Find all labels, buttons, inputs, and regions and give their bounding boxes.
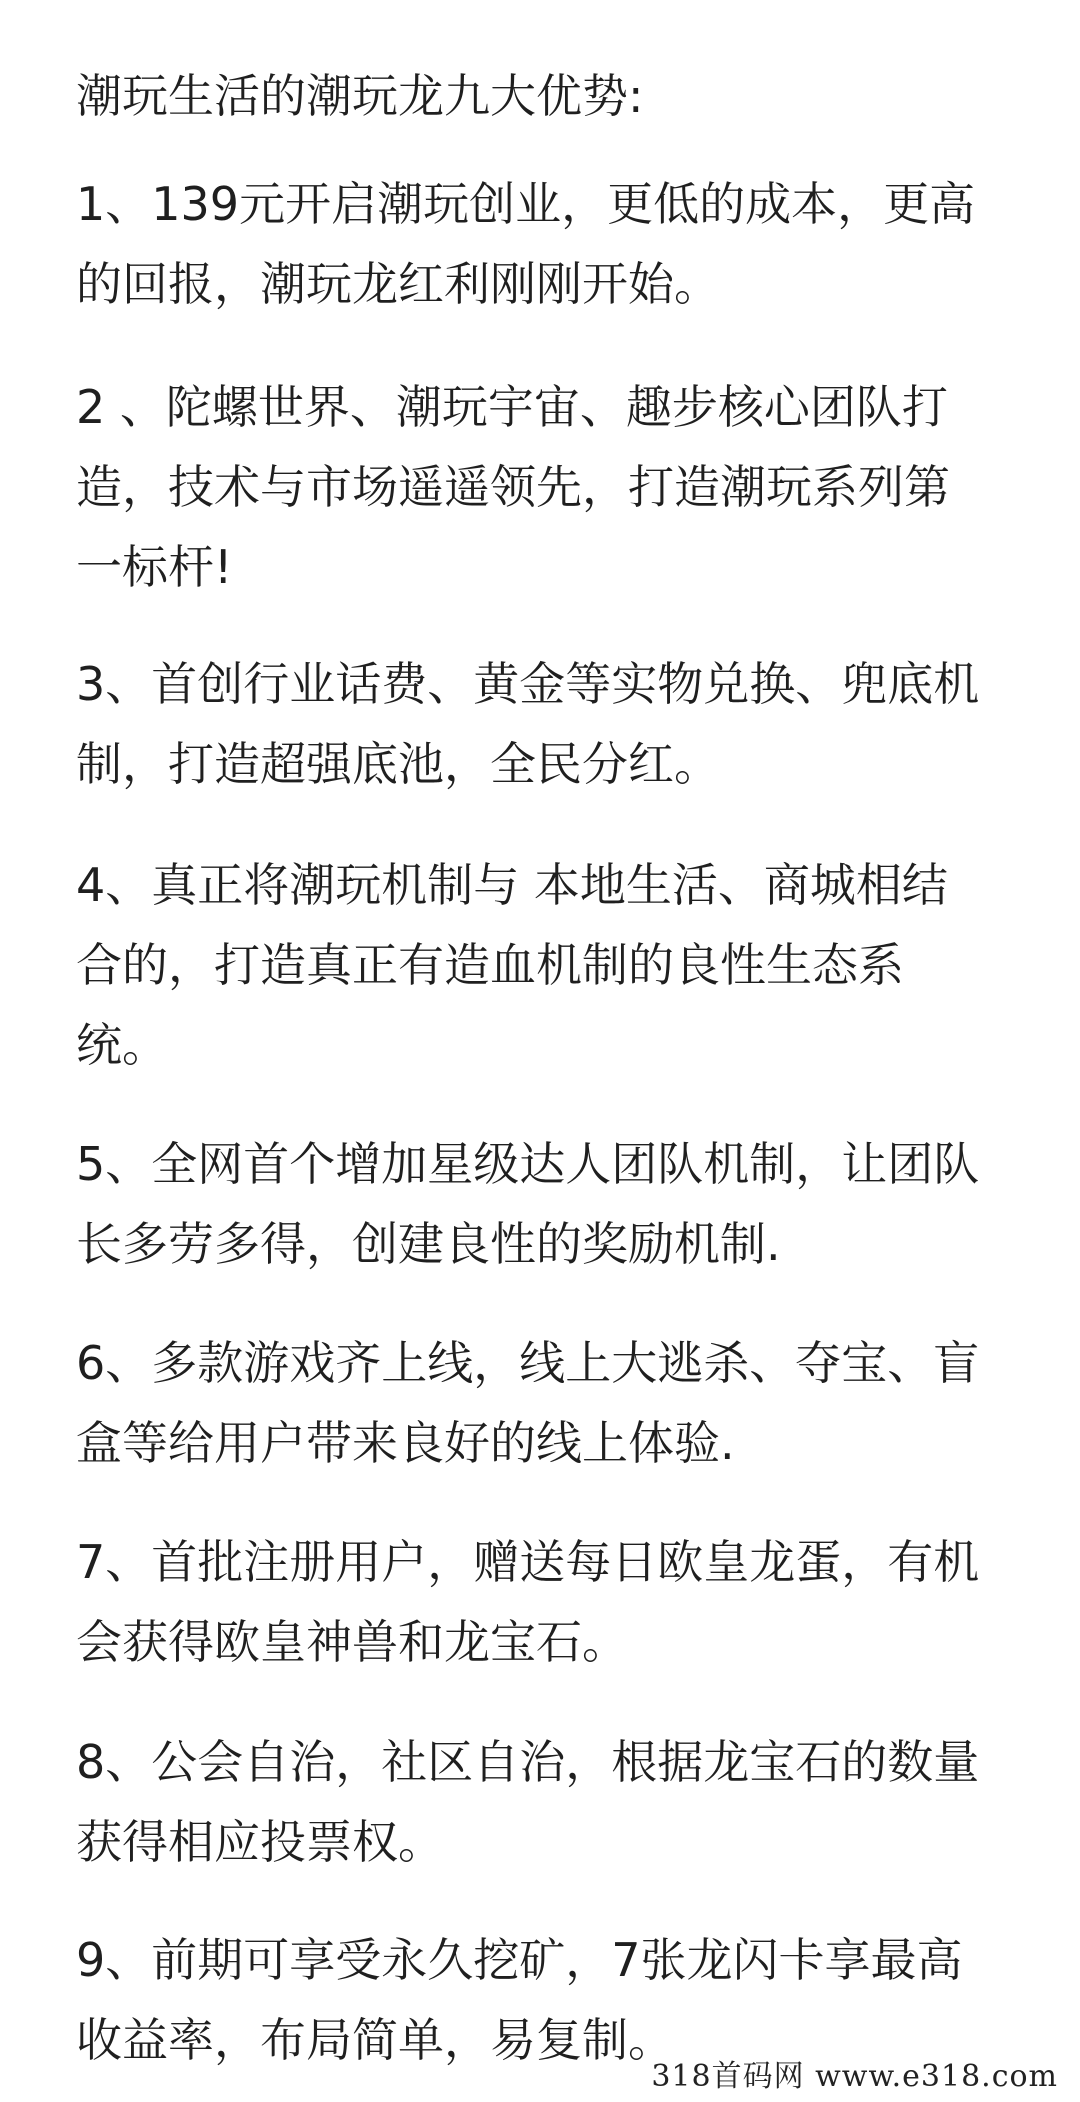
item-line: 会获得欧皇神兽和龙宝石。 (76, 1615, 628, 1669)
advantage-item-2 (76, 367, 1026, 607)
advantage-item-8 (76, 1722, 1026, 1882)
item-line: 5、全网首个增加星级达人团队机制，让团队 (76, 1137, 980, 1191)
item-line: 获得相应投票权。 (76, 1815, 444, 1869)
item-line: 8、公会自治，社区自治，根据龙宝石的数量 (76, 1735, 980, 1789)
item-line: 收益率，布局简单，易复制。 (76, 2013, 674, 2067)
item-line: 造，技术与市场遥遥领先，打造潮玩系列第 (76, 460, 950, 514)
advantage-item-1 (76, 164, 1026, 324)
advantage-item-5 (76, 1124, 1026, 1284)
item-line: 3、首创行业话费、黄金等实物兑换、兜底机 (76, 657, 980, 711)
item-line: 长多劳多得，创建良性的奖励机制. (76, 1217, 781, 1271)
document-heading: 潮玩生活的潮玩龙九大优势: (76, 69, 644, 123)
advantage-item-6 (76, 1323, 1026, 1483)
item-line: 9、前期可享受永久挖矿，7张龙闪卡享最高 (76, 1933, 963, 1987)
item-line: 6、多款游戏齐上线，线上大逃杀、夺宝、盲 (76, 1336, 980, 1390)
item-line: 盒等给用户带来良好的线上体验. (76, 1416, 735, 1470)
item-line: 1、139元开启潮玩创业，更低的成本，更高 (76, 177, 976, 231)
advantage-item-7 (76, 1522, 1026, 1682)
item-line: 7、首批注册用户，赠送每日欧皇龙蛋，有机 (76, 1535, 980, 1589)
item-line: 制，打造超强底池，全民分红。 (76, 737, 720, 791)
item-line: 合的，打造真正有造血机制的良性生态系 (76, 938, 904, 992)
advantage-item-4 (76, 845, 1026, 1085)
item-line: 一标杆! (76, 540, 233, 594)
item-line: 的回报，潮玩龙红利刚刚开始。 (76, 257, 720, 311)
site-watermark: 318首码网 www.e318.com (651, 2059, 1058, 2094)
item-line: 统。 (76, 1018, 168, 1072)
item-line: 2 、陀螺世界、潮玩宇宙、趣步核心团队打 (76, 380, 948, 434)
item-line: 4、真正将潮玩机制与 本地生活、商城相结 (76, 858, 948, 912)
advantage-item-3 (76, 644, 1026, 804)
